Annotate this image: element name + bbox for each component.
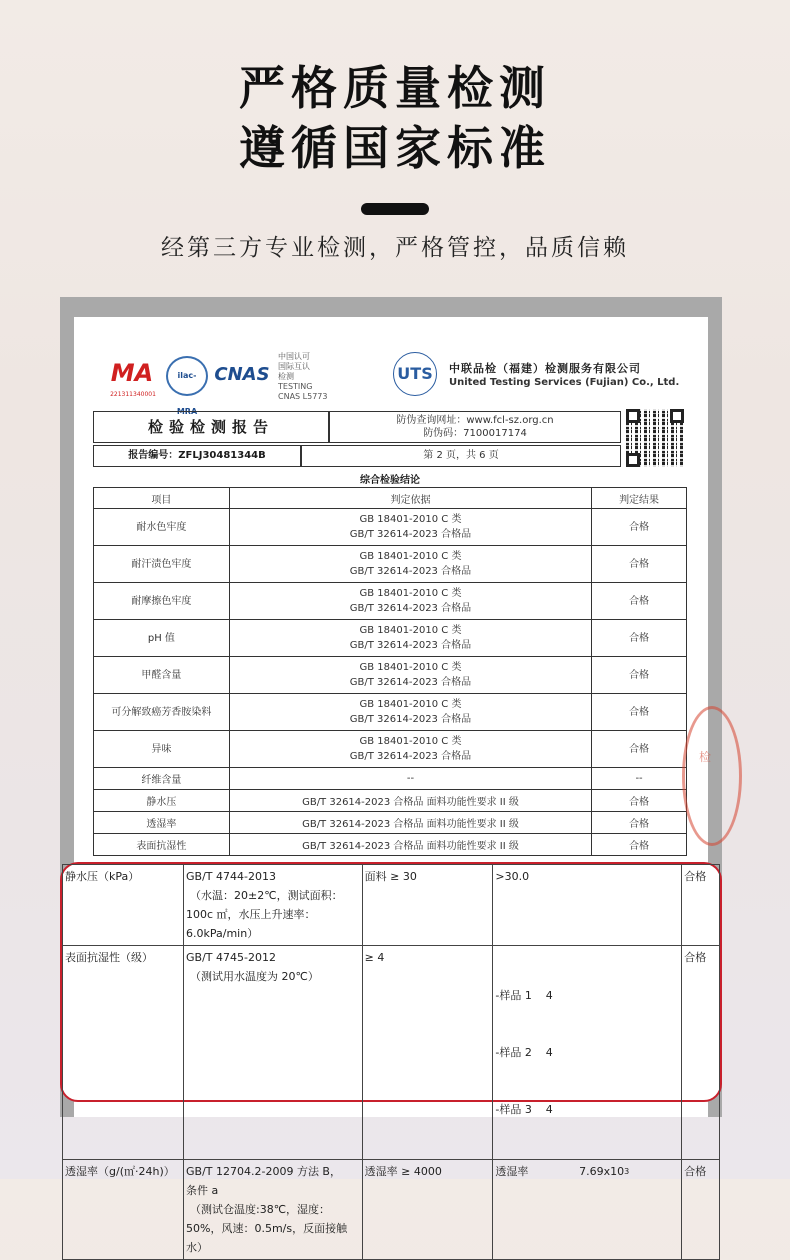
detail-result xyxy=(493,1160,682,1260)
result-line: -样品 2 4 xyxy=(495,1046,553,1059)
method-line: 100c ㎡，水压上升速率： xyxy=(186,908,316,921)
detail-result xyxy=(493,946,682,1160)
cnas-line: 中国认可 xyxy=(278,352,310,361)
basis-line: GB/T 32614-2023 合格品 xyxy=(349,640,472,651)
cma-number: 221311340001 xyxy=(110,391,156,398)
summary-basis xyxy=(229,657,591,694)
method-line: 6.0kPa/min） xyxy=(186,927,259,940)
anti-fake-site: 防伪查询网址：www.fcl-sz.org.cn xyxy=(396,415,554,426)
table-row xyxy=(94,790,687,812)
summary-result: 合格 xyxy=(592,731,687,768)
summary-item: 静水压 xyxy=(94,790,230,812)
summary-table xyxy=(93,487,687,856)
cnas-line: CNAS L5773 xyxy=(278,392,328,401)
method-line: 条件 a xyxy=(186,1184,219,1197)
qr-finder xyxy=(626,409,640,423)
detail-verdict: 合格 xyxy=(682,1160,720,1260)
summary-item: 耐水色牢度 xyxy=(94,509,230,546)
table-row xyxy=(94,834,687,856)
summary-item: 纤维含量 xyxy=(94,768,230,790)
cnas-line: TESTING xyxy=(278,382,313,391)
table-row xyxy=(94,620,687,657)
summary-item: 透湿率 xyxy=(94,812,230,834)
detail-method xyxy=(184,1160,363,1260)
report-title: 检验检测报告 xyxy=(93,411,329,443)
headline-line-2: 遵循国家标准 xyxy=(239,121,551,175)
summary-basis xyxy=(229,694,591,731)
basis-line: GB/T 32614-2023 合格品 xyxy=(349,677,472,688)
basis-line: GB 18401-2010 C 类 xyxy=(359,514,462,525)
result-exponent: 3 xyxy=(624,1167,630,1176)
divider-pill xyxy=(361,203,429,215)
summary-result: 合格 xyxy=(592,834,687,856)
summary-item: 可分解致癌芳香胺染料 xyxy=(94,694,230,731)
header-item: 项目 xyxy=(94,488,230,509)
method-line: （水温：20±2℃，测试面积： xyxy=(190,889,343,902)
method-line: （测试用水温度为 20℃） xyxy=(190,970,319,983)
cnas-logo: CNAS xyxy=(214,364,270,385)
summary-item: 耐汗渍色牢度 xyxy=(94,546,230,583)
uts-logo: UTS xyxy=(393,352,437,396)
summary-result: 合格 xyxy=(592,657,687,694)
detail-requirement: ≥ 4 xyxy=(362,946,493,1160)
summary-title: 综合检验结论 xyxy=(360,475,420,486)
basis-line: GB 18401-2010 C 类 xyxy=(359,736,462,747)
company-name-cn: 中联品检（福建）检测服务有限公司 xyxy=(449,362,641,375)
detail-highlight-panel xyxy=(60,862,722,1254)
detail-item: 表面抗湿性（级） xyxy=(63,946,184,1160)
summary-item: 耐摩擦色牢度 xyxy=(94,583,230,620)
result-label: 透湿率 xyxy=(495,1165,529,1178)
header-result: 判定结果 xyxy=(592,488,687,509)
summary-item: pH 值 xyxy=(94,620,230,657)
summary-result: 合格 xyxy=(592,620,687,657)
summary-result: 合格 xyxy=(592,694,687,731)
summary-item: 异味 xyxy=(94,731,230,768)
header-basis: 判定依据 xyxy=(229,488,591,509)
summary-result: 合格 xyxy=(592,546,687,583)
summary-item: 表面抗湿性 xyxy=(94,834,230,856)
table-row xyxy=(94,812,687,834)
report-number: 报告编号：ZFLJ30481344B xyxy=(93,445,301,467)
cma-logo: MA xyxy=(110,359,154,387)
basis-line: GB 18401-2010 C 类 xyxy=(359,551,462,562)
basis-line: GB 18401-2010 C 类 xyxy=(359,625,462,636)
qr-finder xyxy=(670,409,684,423)
basis-line: GB/T 32614-2023 合格品 xyxy=(349,751,472,762)
summary-basis xyxy=(229,509,591,546)
company-name-en: United Testing Services (Fujian) Co., Ltd. xyxy=(449,377,680,388)
result-line: -样品 3 4 xyxy=(495,1103,553,1116)
basis-line: GB/T 32614-2023 合格品 xyxy=(349,714,472,725)
basis-line: GB/T 32614-2023 合格品 xyxy=(349,603,472,614)
summary-basis xyxy=(229,731,591,768)
anti-fake-code: 防伪码：7100017174 xyxy=(423,428,527,439)
basis-line: GB/T 32614-2023 合格品 xyxy=(349,529,472,540)
cnas-line: 检测 xyxy=(278,372,294,381)
summary-result: 合格 xyxy=(592,509,687,546)
summary-result: -- xyxy=(592,768,687,790)
detail-item: 静水压（kPa） xyxy=(63,865,184,946)
summary-basis xyxy=(229,546,591,583)
table-row xyxy=(94,731,687,768)
detail-item: 透湿率（g/(㎡·24h)） xyxy=(63,1160,184,1260)
table-row xyxy=(94,583,687,620)
detail-table xyxy=(62,864,720,1260)
table-row xyxy=(63,865,720,946)
method-line: GB/T 4744-2013 xyxy=(186,870,276,883)
result-value: 7.69x10 xyxy=(579,1165,625,1178)
detail-verdict: 合格 xyxy=(682,865,720,946)
summary-basis: GB/T 32614-2023 合格品 面料功能性要求 II 级 xyxy=(229,834,591,856)
summary-basis: -- xyxy=(229,768,591,790)
page-info: 第 2 页，共 6 页 xyxy=(301,445,621,467)
summary-basis: GB/T 32614-2023 合格品 面料功能性要求 II 级 xyxy=(229,812,591,834)
summary-item: 甲醛含量 xyxy=(94,657,230,694)
summary-result: 合格 xyxy=(592,583,687,620)
headline-line-1: 严格质量检测 xyxy=(239,61,551,115)
table-row xyxy=(94,657,687,694)
stamp-char: 检 xyxy=(699,750,712,764)
cnas-line: 国际互认 xyxy=(278,362,310,371)
method-line: GB/T 12704.2-2009 方法 B， xyxy=(186,1165,341,1178)
subtitle: 经第三方专业检测，严格管控，品质信赖 xyxy=(161,235,629,261)
detail-requirement: 面料 ≥ 30 xyxy=(362,865,493,946)
summary-result: 合格 xyxy=(592,790,687,812)
detail-result xyxy=(493,865,682,946)
summary-basis xyxy=(229,620,591,657)
method-line: （测试仓温度:38℃，湿度： xyxy=(190,1203,331,1216)
detail-method xyxy=(184,865,363,946)
table-row xyxy=(63,1160,720,1260)
detail-verdict: 合格 xyxy=(682,946,720,1160)
summary-result: 合格 xyxy=(592,812,687,834)
detail-method xyxy=(184,946,363,1160)
table-row xyxy=(63,946,720,1160)
cnas-accreditation-text xyxy=(278,352,327,402)
basis-line: GB/T 32614-2023 合格品 xyxy=(349,566,472,577)
table-row xyxy=(94,509,687,546)
summary-header-row xyxy=(94,488,687,509)
basis-line: GB 18401-2010 C 类 xyxy=(359,662,462,673)
qr-finder xyxy=(626,453,640,467)
method-line: 水） xyxy=(186,1241,208,1254)
summary-basis: GB/T 32614-2023 合格品 面料功能性要求 II 级 xyxy=(229,790,591,812)
method-line: 50%，风速：0.5m/s，反面接触 xyxy=(186,1222,348,1235)
result-line: >30.0 xyxy=(495,870,530,883)
table-row xyxy=(94,694,687,731)
qr-code-icon xyxy=(626,409,684,467)
summary-basis xyxy=(229,583,591,620)
method-line: GB/T 4745-2012 xyxy=(186,951,276,964)
official-seal-stamp xyxy=(682,706,742,846)
detail-requirement: 透湿率 ≥ 4000 xyxy=(362,1160,493,1260)
result-value-wrap xyxy=(579,1162,629,1181)
result-line: -样品 1 4 xyxy=(495,989,553,1002)
table-row xyxy=(94,546,687,583)
basis-line: GB 18401-2010 C 类 xyxy=(359,588,462,599)
ilac-mra-logo: ilac-MRA xyxy=(166,356,208,396)
basis-line: GB 18401-2010 C 类 xyxy=(359,699,462,710)
table-row xyxy=(94,768,687,790)
anti-fake-box xyxy=(329,411,621,443)
